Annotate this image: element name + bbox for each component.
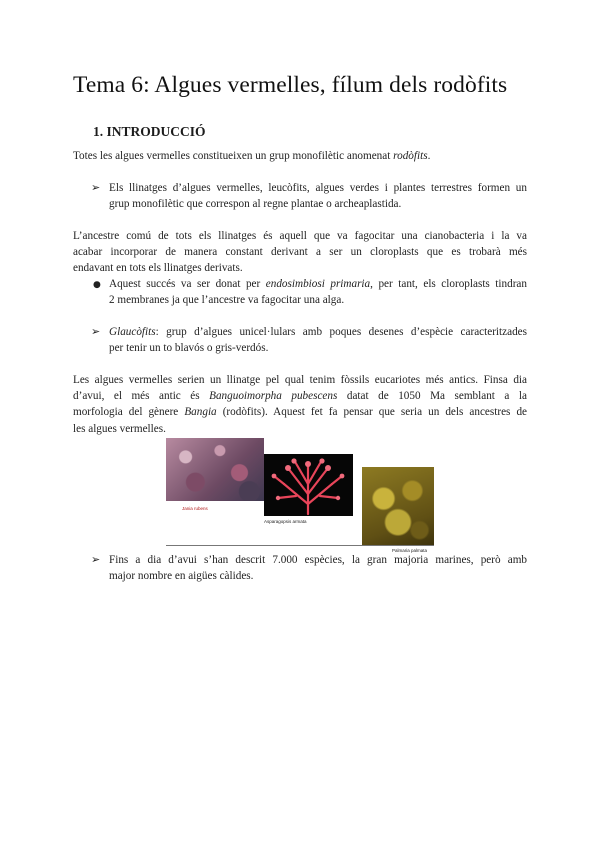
bullet1-line2: 2 membranes ja que l’ancestre va fagocitar una alga. bbox=[109, 294, 345, 307]
bullet1-post: , per tant, els cloroplasts tindran bbox=[370, 278, 527, 290]
bullet1-pre: Aquest succés va ser donat per bbox=[109, 278, 266, 290]
para3-line3 bbox=[73, 404, 527, 420]
arrow-bullet-icon: ➢ bbox=[91, 325, 101, 338]
arrow1-line2: grup monofilètic que correspon al regne plantae o archeaplastida. bbox=[109, 198, 402, 211]
para2-line3: endavant en tots els llinatges derivats. bbox=[73, 262, 243, 275]
para3-line3-term: Bangia bbox=[184, 406, 217, 419]
para3-line2 bbox=[73, 388, 527, 404]
figure-divider bbox=[166, 545, 434, 546]
arrow-item-2 bbox=[109, 324, 527, 356]
paragraph-fossils bbox=[73, 372, 527, 437]
para3-line2-term: Banguoimorpha pubescens bbox=[209, 390, 338, 403]
section-heading bbox=[93, 124, 206, 140]
arrow3-line1: Fins a dia d’avui s’han descrit 7.000 espècies, la gran majoria marines, però amb bbox=[109, 554, 527, 566]
arrow3-line2: major nombre en aigües càlides. bbox=[109, 570, 254, 583]
intro-paragraph bbox=[73, 148, 533, 164]
intro-end: . bbox=[427, 150, 431, 162]
para3-line3-post: (rodòfits). Aquest fet fa pensar que seria un dels ancestres de bbox=[216, 406, 527, 419]
algae-figure bbox=[166, 438, 434, 553]
asparagopsis-armata-photo bbox=[264, 454, 353, 516]
red-algae-fronds-icon bbox=[264, 454, 353, 516]
para3-line2-post: datat de 1050 Ma semblant a la bbox=[337, 390, 527, 403]
paragraph-ancestor bbox=[73, 228, 527, 277]
jania-rubens-photo bbox=[166, 438, 264, 501]
arrow-bullet-icon: ➢ bbox=[91, 181, 101, 194]
bullet1-term: endosimbiosi primaria bbox=[265, 278, 371, 290]
arrow2-line2: per tenir un to blavós o gris-verdós. bbox=[109, 342, 269, 355]
bullet-dot-icon: ● bbox=[93, 280, 101, 290]
arrow2-term: Glaucòfits bbox=[109, 326, 156, 338]
arrow-item-1 bbox=[109, 180, 527, 212]
intro-text: Totes les algues vermelles constitueixen un grup monofilètic anomenat bbox=[73, 150, 394, 162]
intro-term: rodòfits bbox=[393, 150, 428, 162]
photo-caption: Palmaria palmata bbox=[392, 548, 428, 553]
arrow2-line1 bbox=[109, 324, 527, 340]
para3-line1: Les algues vermelles serien un llinatge pel qual tenim fòssils eucariotes més antics. Finsa dia bbox=[73, 374, 527, 386]
section-number: 1. bbox=[93, 124, 104, 139]
section-title: INTRODUCCIÓ bbox=[106, 124, 206, 139]
para3-line4: les algues vermelles. bbox=[73, 422, 166, 435]
para3-line2-pre: d’avui, el més antic és bbox=[73, 390, 210, 403]
palmaria-palmata-photo bbox=[362, 467, 434, 546]
para2-line1: L’ancestre comú de tots els llinatges és aquell que va fagocitar una cianobacteria i la va bbox=[73, 230, 527, 242]
arrow-item-3 bbox=[109, 552, 527, 584]
photo-caption: Asparagopsis armata bbox=[264, 519, 307, 524]
para2-line2: acabar incorporar de manera constant derivant a ser un cloroplasts que es trobarà més bbox=[73, 246, 527, 259]
intro-line bbox=[73, 148, 533, 164]
arrow-bullet-icon: ➢ bbox=[91, 553, 101, 566]
para3-line3-pre: morfologia del gènere bbox=[73, 406, 185, 419]
bullet-item-1 bbox=[109, 276, 527, 308]
arrow1-line1: Els llinatges d’algues vermelles, leucòfits, algues verdes i plantes terrestres formen un bbox=[109, 182, 527, 194]
bullet1-line1 bbox=[109, 276, 527, 292]
page-title: Tema 6: Algues vermelles, fílum dels rodòfits bbox=[73, 72, 508, 98]
arrow2-text: : grup d’algues unicel·lulars amb poques desenes d’espècie caracteritzades bbox=[155, 326, 527, 338]
photo-caption: Jania rubens bbox=[182, 506, 208, 511]
